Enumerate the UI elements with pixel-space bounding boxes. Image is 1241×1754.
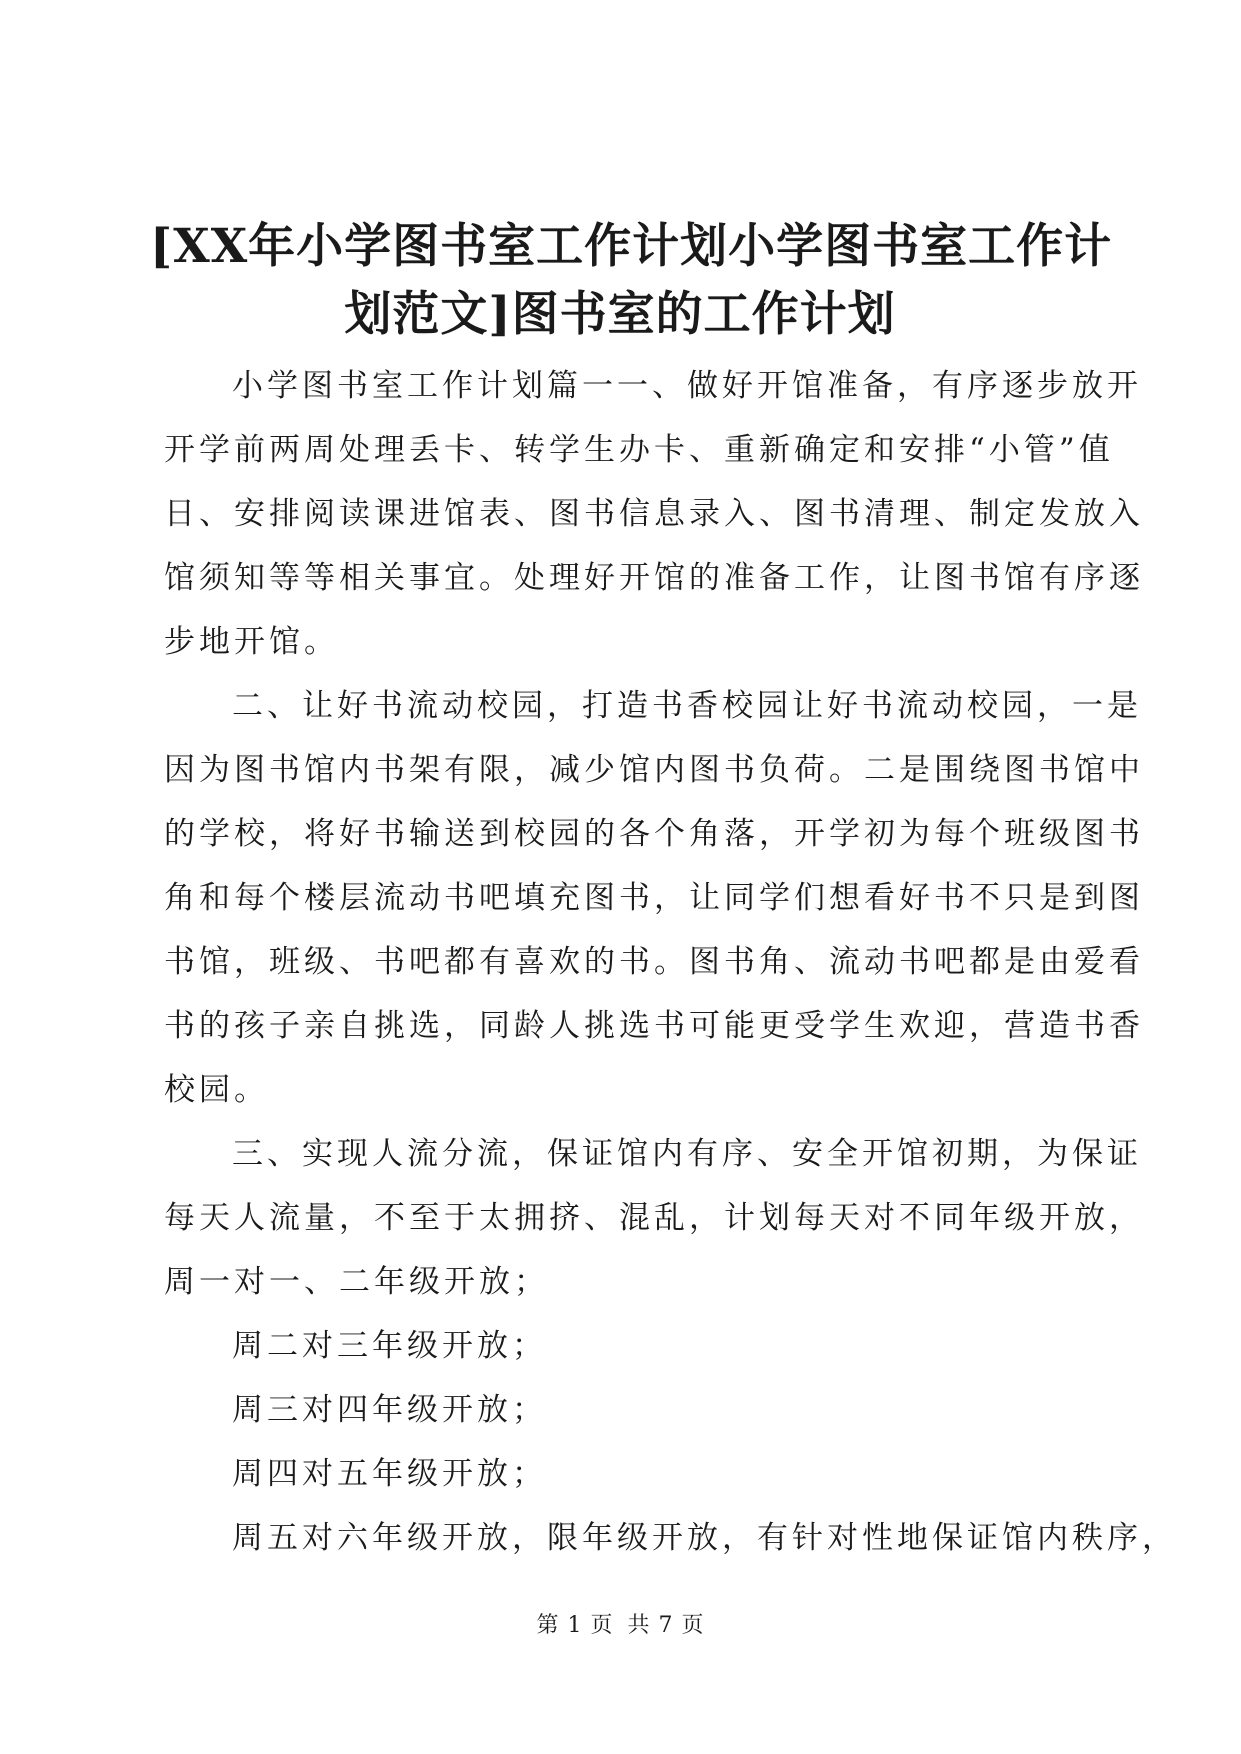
text-line: 因为图书馆内书架有限，减少馆内图书负荷。二是围绕图书馆中 — [164, 752, 1144, 788]
page-footer — [0, 1608, 1241, 1639]
text-line: 开学前两周处理丢卡、转学生办卡、重新确定和安排“小管”值 — [164, 432, 1114, 468]
text-line: 的学校，将好书输送到校园的各个角落，开学初为每个班级图书 — [164, 816, 1144, 852]
page-total: 共 7 页 — [627, 1613, 705, 1638]
text-line: 日、安排阅读课进馆表、图书信息录入、图书清理、制定发放入 — [164, 496, 1144, 532]
text-line: 角和每个楼层流动书吧填充图书，让同学们想看好书不只是到图 — [164, 880, 1144, 916]
text-line: 校园。 — [164, 1072, 269, 1108]
title-line-2: 划范文]图书室的工作计划 — [344, 287, 896, 342]
text-line: 小学图书室工作计划篇一一、做好开馆准备，有序逐步放开 — [232, 368, 1142, 404]
text-line: 每天人流量，不至于太拥挤、混乱，计划每天对不同年级开放， — [164, 1200, 1144, 1236]
document-title — [150, 213, 1113, 349]
text-line: 书馆，班级、书吧都有喜欢的书。图书角、流动书吧都是由爱看 — [164, 944, 1144, 980]
text-line: 周二对三年级开放； — [232, 1328, 547, 1364]
page-number: 第 1 页 — [536, 1613, 614, 1638]
text-line: 二、让好书流动校园，打造书香校园让好书流动校园，一是 — [232, 688, 1142, 724]
text-line: 三、实现人流分流，保证馆内有序、安全开馆初期，为保证 — [232, 1136, 1142, 1172]
text-line: 周三对四年级开放； — [232, 1392, 547, 1428]
text-line: 书的孩子亲自挑选，同龄人挑选书可能更受学生欢迎，营造书香 — [164, 1008, 1144, 1044]
text-line: 步地开馆。 — [164, 624, 339, 660]
document-body — [164, 354, 1177, 1570]
text-line: 周五对六年级开放，限年级开放，有针对性地保证馆内秩序， — [232, 1520, 1177, 1556]
text-line: 馆须知等等相关事宜。处理好开馆的准备工作，让图书馆有序逐 — [164, 560, 1144, 596]
text-line: 周四对五年级开放； — [232, 1456, 547, 1492]
title-line-1: [XX年小学图书室工作计划小学图书室工作计 — [150, 219, 1113, 274]
text-line: 周一对一、二年级开放； — [164, 1264, 549, 1300]
